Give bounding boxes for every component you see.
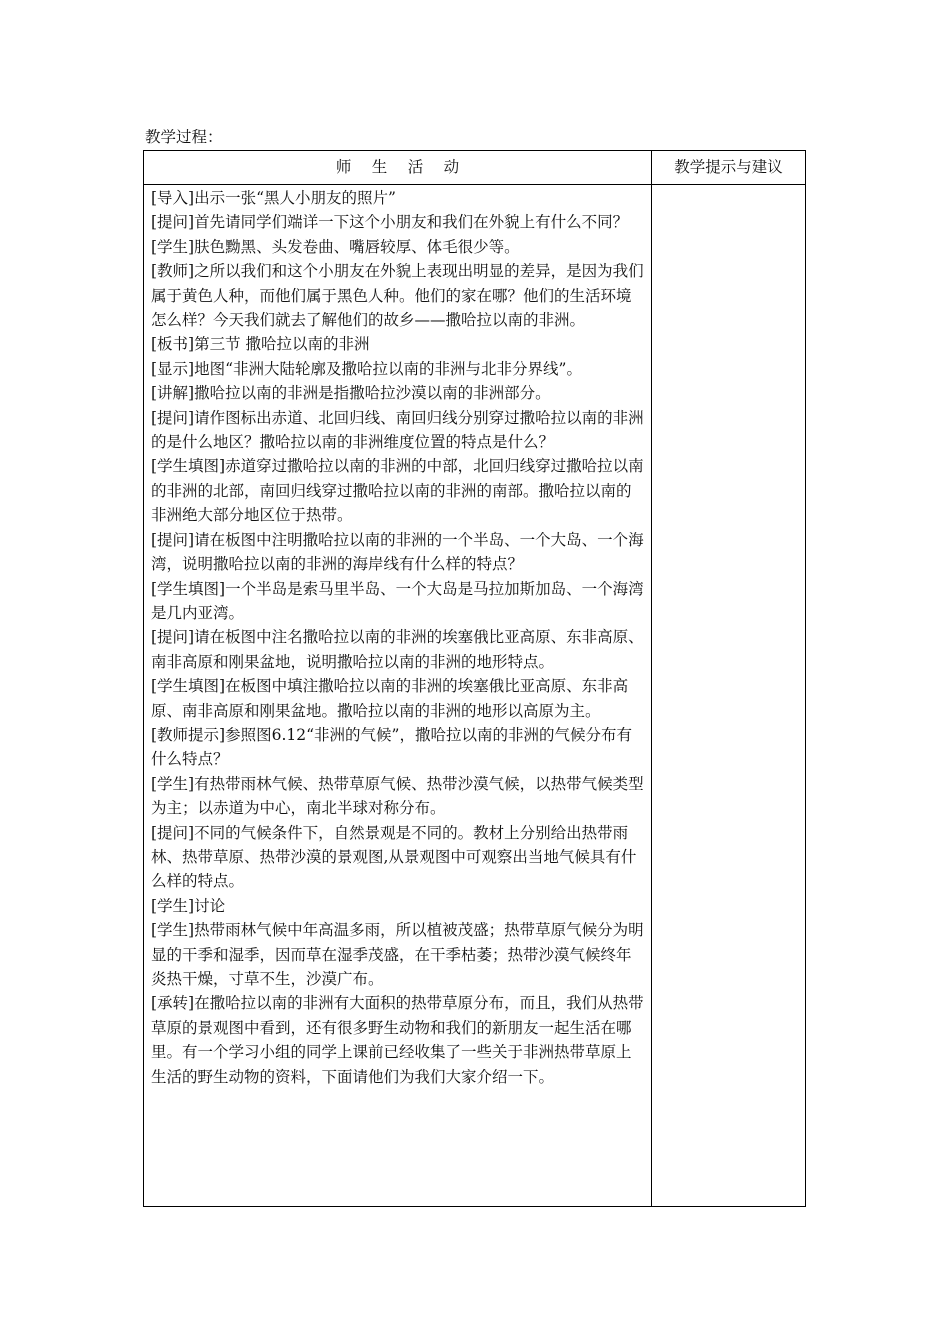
paragraph-student-fill-latitude: [学生填图]赤道穿过撒哈拉以南的非洲的中部，北回归线穿过撒哈拉以南的非洲的北部，南回归线穿过撒哈拉以南的非洲的南部。撒哈拉以南的非洲绝大部分地区位于热带。	[151, 457, 644, 525]
header-teaching-tips: 教学提示与建议	[674, 158, 783, 176]
paragraph-question-appearance: [提问]首先请同学们端详一下这个小朋友和我们在外貌上有什么不同？	[151, 213, 629, 232]
paragraph-teacher-race: [教师]之所以我们和这个小朋友在外貌上表现出明显的差异，是因为我们属于黄色人种，而他们属于黑色人种。他们的家在哪？他们的生活环境怎么样？今天我们就去了解他们的故乡——撒哈拉以南的非洲。	[151, 262, 644, 330]
paragraph-board-title: [板书]第三节 撒哈拉以南的非洲	[151, 335, 370, 354]
tips-column	[652, 185, 805, 1206]
paragraph-question-latitude: [提问]请作图标出赤道、北回归线、南回归线分别穿过撒哈拉以南的非洲的是什么地区？撒哈拉以南的非洲维度位置的特点是什么？	[151, 408, 644, 452]
paragraph-question-coastline: [提问]请在板图中注明撒哈拉以南的非洲的一个半岛、一个大岛、一个海湾，说明撒哈拉以南的非洲的海岸线有什么样的特点？	[151, 530, 644, 574]
header-teacher-student-activity: 师 生 活 动	[335, 158, 460, 176]
activity-column	[151, 186, 645, 1089]
paragraph-question-landscape: [提问]不同的气候条件下，自然景观是不同的。教材上分别给出热带雨林、热带草原、热带沙漠的景观图,从景观图中可观察出当地气候具有什么样的特点。	[151, 823, 637, 891]
paragraph-teacher-hint-climate: [教师提示]参照图6.12“非洲的气候”，撒哈拉以南的非洲的气候分布有什么特点？	[151, 725, 632, 769]
paragraph-student-climate: [学生]有热带雨林气候、热带草原气候、热带沙漠气候，以热带气候类型为主；以赤道为中心，南北半球对称分布。	[151, 774, 644, 818]
paragraph-student-fill-terrain: [学生填图]在板图中填注撒哈拉以南的非洲的埃塞俄比亚高原、东非高原、南非高原和刚果盆地。撒哈拉以南的非洲的地形以高原为主。	[151, 677, 629, 720]
paragraph-student-fill-coastline: [学生填图]一个半岛是索马里半岛、一个大岛是马拉加斯加岛、一个海湾是几内亚湾。	[151, 579, 644, 622]
paragraph-intro: [导入]出示一张“黑人小朋友的照片”	[151, 189, 396, 207]
paragraph-student-landscape-answer: [学生]热带雨林气候中年高温多雨，所以植被茂盛；热带草原气候分为明显的干季和湿季，因而草在湿季茂盛，在干季枯萎；热带沙漠气候终年炎热干燥，寸草不生，沙漠广布。	[151, 921, 644, 988]
paragraph-show-map: [显示]地图“非洲大陆轮廓及撒哈拉以南的非洲与北非分界线”。	[151, 359, 582, 378]
paragraph-question-terrain: [提问]请在板图中注名撒哈拉以南的非洲的埃塞俄比亚高原、东非高原、南非高原和刚果盆地，说明撒哈拉以南的非洲的地形特点。	[151, 628, 644, 671]
lesson-table	[143, 150, 806, 1207]
paragraph-explain-region: [讲解]撒哈拉以南的非洲是指撒哈拉沙漠以南的非洲部分。	[151, 384, 551, 403]
paragraph-student-discuss: [学生]讨论	[151, 896, 226, 915]
section-caption: 教学过程：	[145, 128, 223, 146]
paragraph-transition: [承转]在撒哈拉以南的非洲有大面积的热带草原分布，而且，我们从热带草原的景观图中看到，还有很多野生动物和我们的新朋友一起生活在哪里。有一个学习小组的同学上课前已经收集了一些关于非洲热带草原上生活的野生动物的资料，下面请他们为我们大家介绍一下。	[151, 994, 644, 1086]
paragraph-student-answer-appearance: [学生]肤色黝黑、头发卷曲、嘴唇较厚、体毛很少等。	[151, 237, 520, 256]
